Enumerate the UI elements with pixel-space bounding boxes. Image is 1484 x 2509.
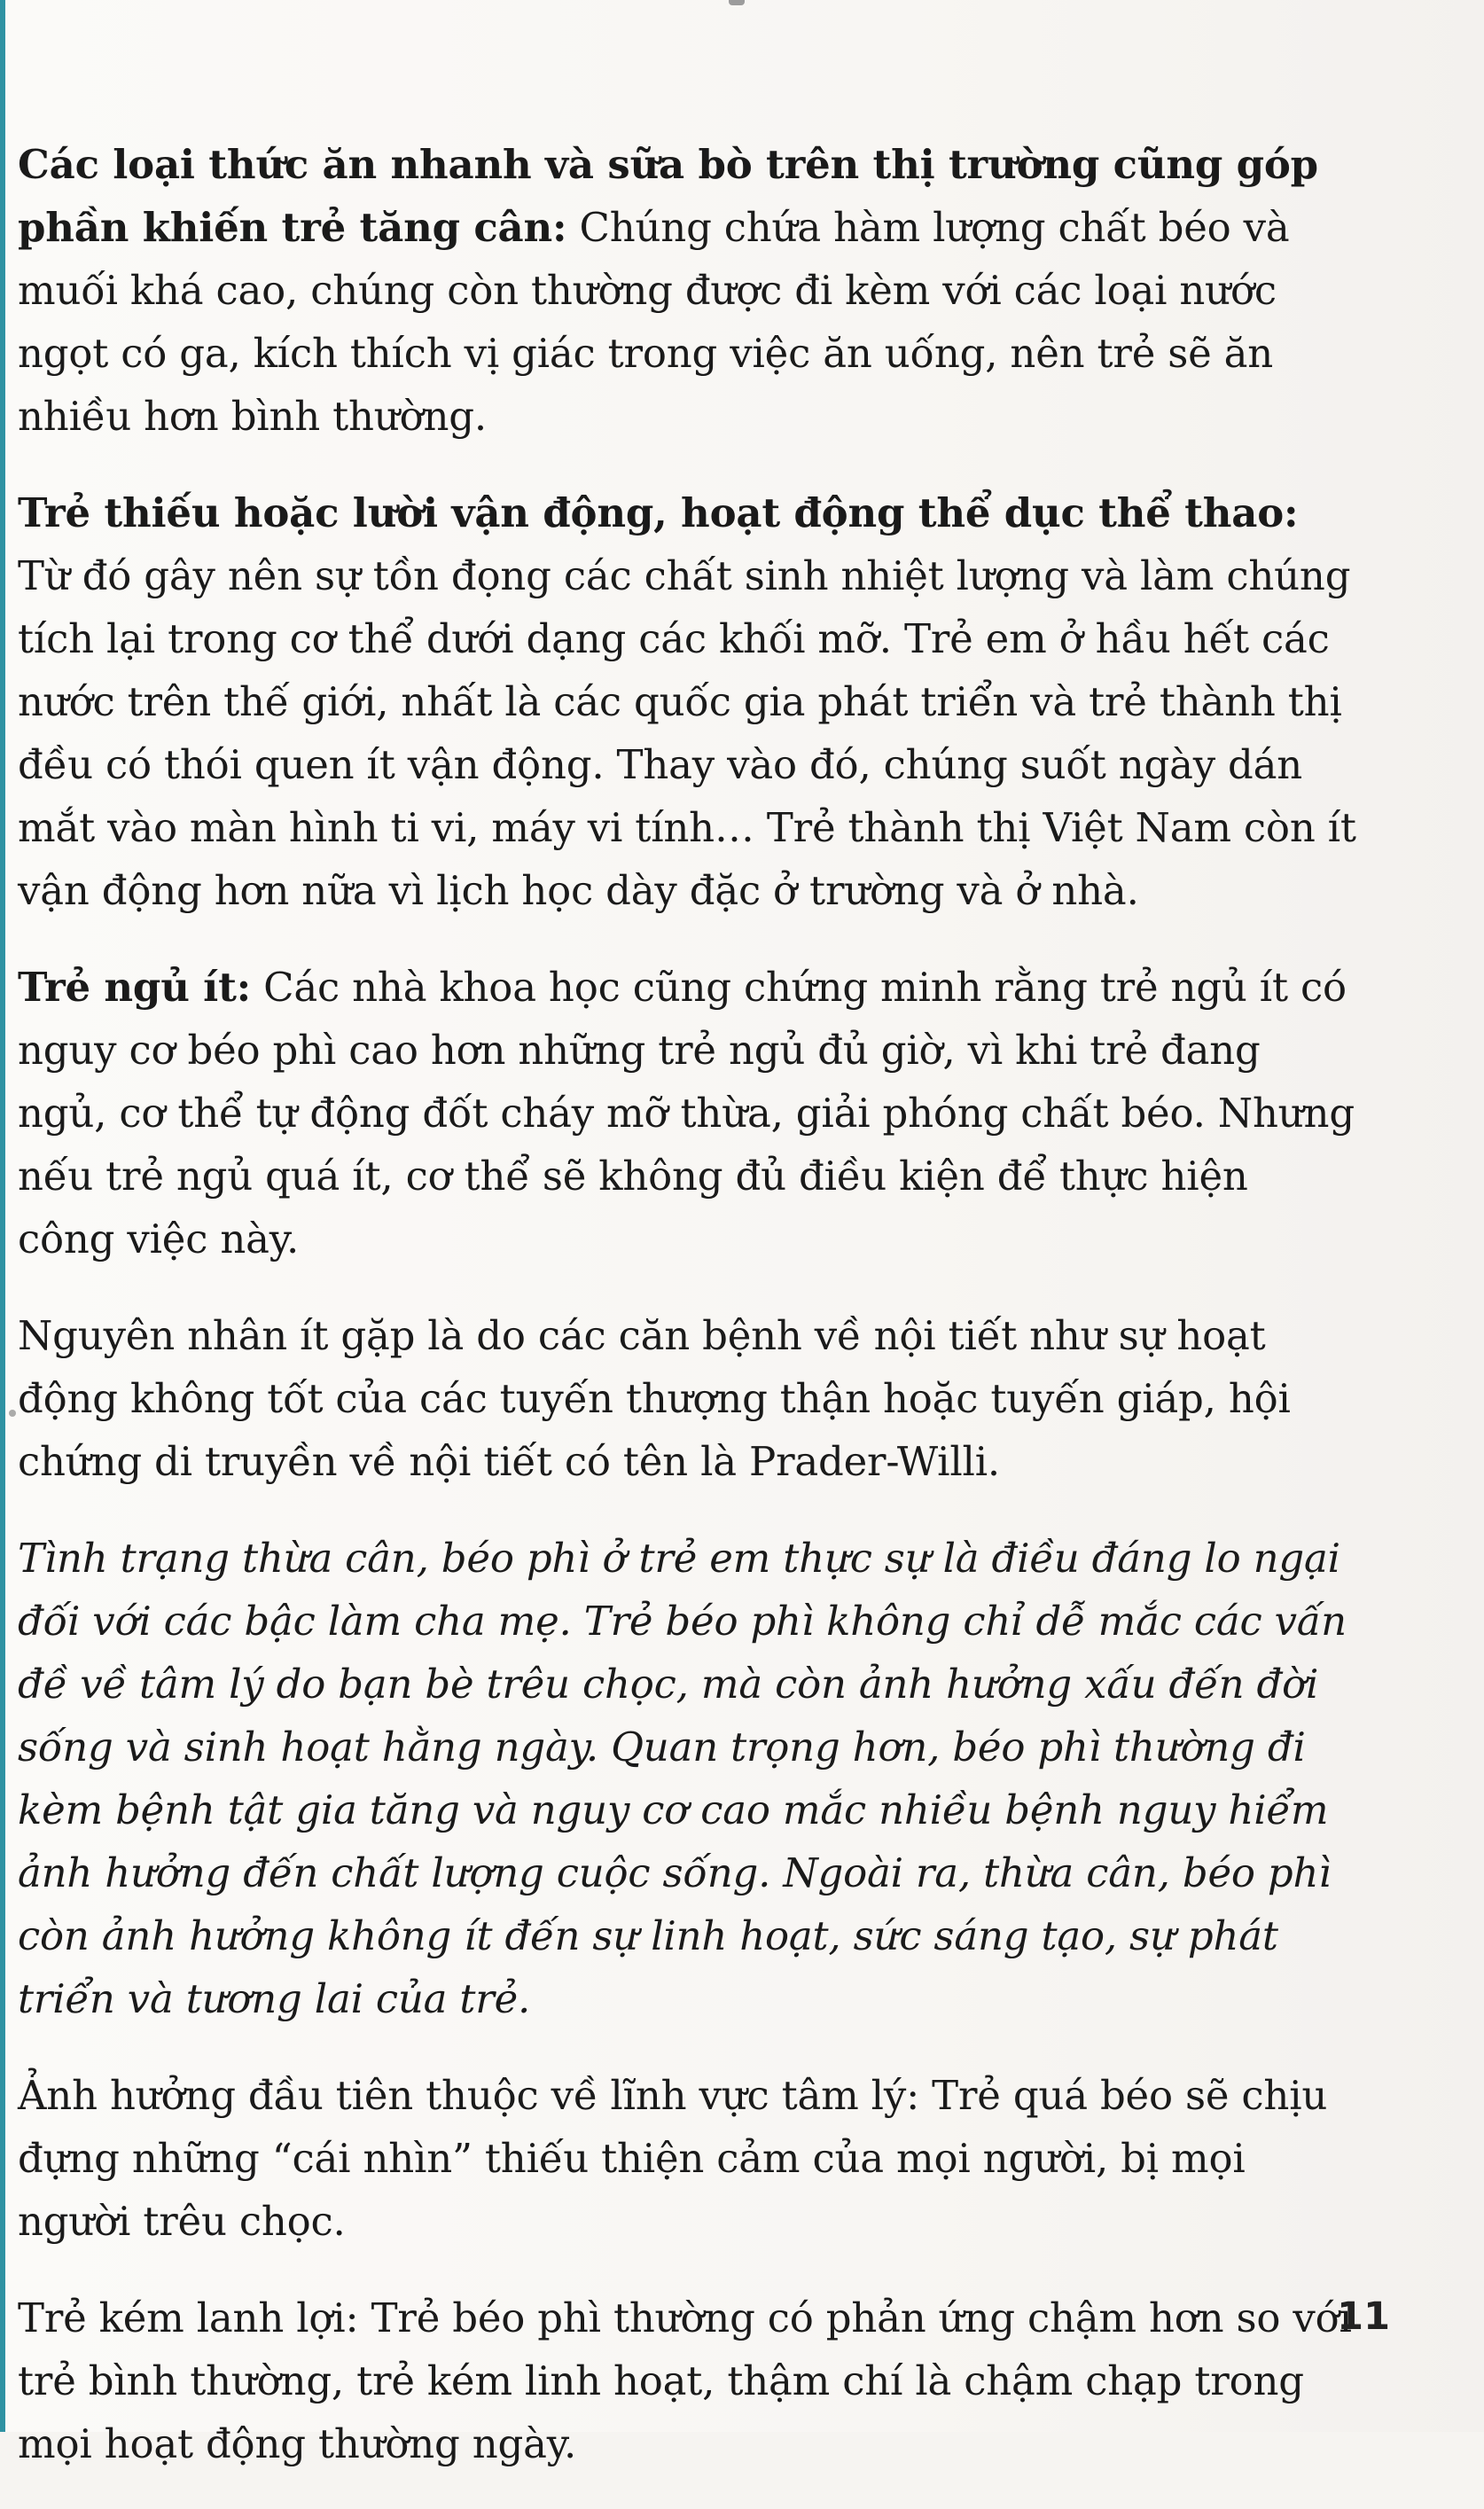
paragraph-lack-of-exercise <box>18 481 1356 922</box>
paragraph-text: Chúng chứa hàm lượng chất béo và muối khá cao, chúng còn thường được đi kèm với các loại nước ngọt có ga, kích thích vị giác trong việc ăn uống, nên trẻ sẽ ăn nhiều hơn bình thường. <box>18 204 1290 440</box>
paragraph-lead: Trẻ thiếu hoặc lười vận động, hoạt động thể dục thể thao: <box>18 489 1299 536</box>
paragraph-text: Ảnh hưởng đầu tiên thuộc về lĩnh vực tâm lý: Trẻ quá béo sẽ chịu đựng những “cái nhìn” thiếu thiện cảm của mọi người, bị mọi người trêu chọc. <box>18 2072 1328 2245</box>
paragraph-text: Trẻ kém lanh lợi: Trẻ béo phì thường có phản ứng chậm hơn so với trẻ bình thường, trẻ kém linh hoạt, thậm chí là chậm chạp trong mọi hoạt động thường ngày. <box>18 2294 1352 2467</box>
paragraph-text: Các nhà khoa học cũng chứng minh rằng trẻ ngủ ít có nguy cơ béo phì cao hơn những trẻ ngủ đủ giờ, vì khi trẻ đang ngủ, cơ thể tự động đốt cháy mỡ thừa, giải phóng chất béo. Nhưng nếu trẻ ngủ quá ít, cơ thể sẽ không đủ điều kiện để thực hiện công việc này. <box>18 964 1355 1262</box>
paragraph-little-sleep <box>18 956 1356 1270</box>
paragraph-less-agile <box>18 2286 1356 2475</box>
paragraph-text: Tình trạng thừa cân, béo phì ở trẻ em thực sự là điều đáng lo ngại đối với các bậc làm cha mẹ. Trẻ béo phì không chỉ dễ mắc các vấn đề về tâm lý do bạn bè trêu chọc, mà còn ảnh hưởng xấu đến đời sống và sinh hoạt hằng ngày. Quan trọng hơn, béo phì thường đi kèm bệnh tật gia tăng và nguy cơ cao mắc nhiều bệnh nguy hiểm ảnh hưởng đến chất lượng cuộc sống. Ngoài ra, thừa cân, béo phì còn ảnh hưởng không ít đến sự linh hoạt, sức sáng tạo, sự phát triển và tương lai của trẻ. <box>18 1535 1347 2022</box>
top-binding-mark <box>729 0 745 5</box>
paragraph-text: Từ đó gây nên sự tồn đọng các chất sinh nhiệt lượng và làm chúng tích lại trong cơ thể dưới dạng các khối mỡ. Trẻ em ở hầu hết các nước trên thế giới, nhất là các quốc gia phát triển và trẻ thành thị đều có thói quen ít vận động. Thay vào đó, chúng suốt ngày dán mắt vào màn hình ti vi, máy vi tính… Trẻ thành thị Việt Nam còn ít vận động hơn nữa vì lịch học dày đặc ở trường và ở nhà. <box>18 552 1356 914</box>
paragraph-lead: Trẻ ngủ ít: <box>18 964 252 1011</box>
paragraph-italic-concern <box>18 1527 1356 2030</box>
paragraph-fast-food <box>18 133 1356 448</box>
paragraph-psychological-effect <box>18 2064 1356 2253</box>
page-edge-strip <box>0 0 5 2432</box>
page-body <box>18 133 1356 2509</box>
paragraph-text: Nguyên nhân ít gặp là do các căn bệnh về nội tiết như sự hoạt động không tốt của các tuyến thượng thận hoặc tuyến giáp, hội chứng di truyền về nội tiết có tên là Prader-Willi. <box>18 1312 1291 1485</box>
paragraph-lead: Các loại thức ăn nhanh và sữa bò trên thị trường cũng góp phần khiến trẻ tăng cân: <box>18 141 1318 251</box>
page-number: 11 <box>1337 2294 1390 2339</box>
paragraph-rare-causes <box>18 1304 1356 1493</box>
print-speck <box>9 1410 16 1417</box>
